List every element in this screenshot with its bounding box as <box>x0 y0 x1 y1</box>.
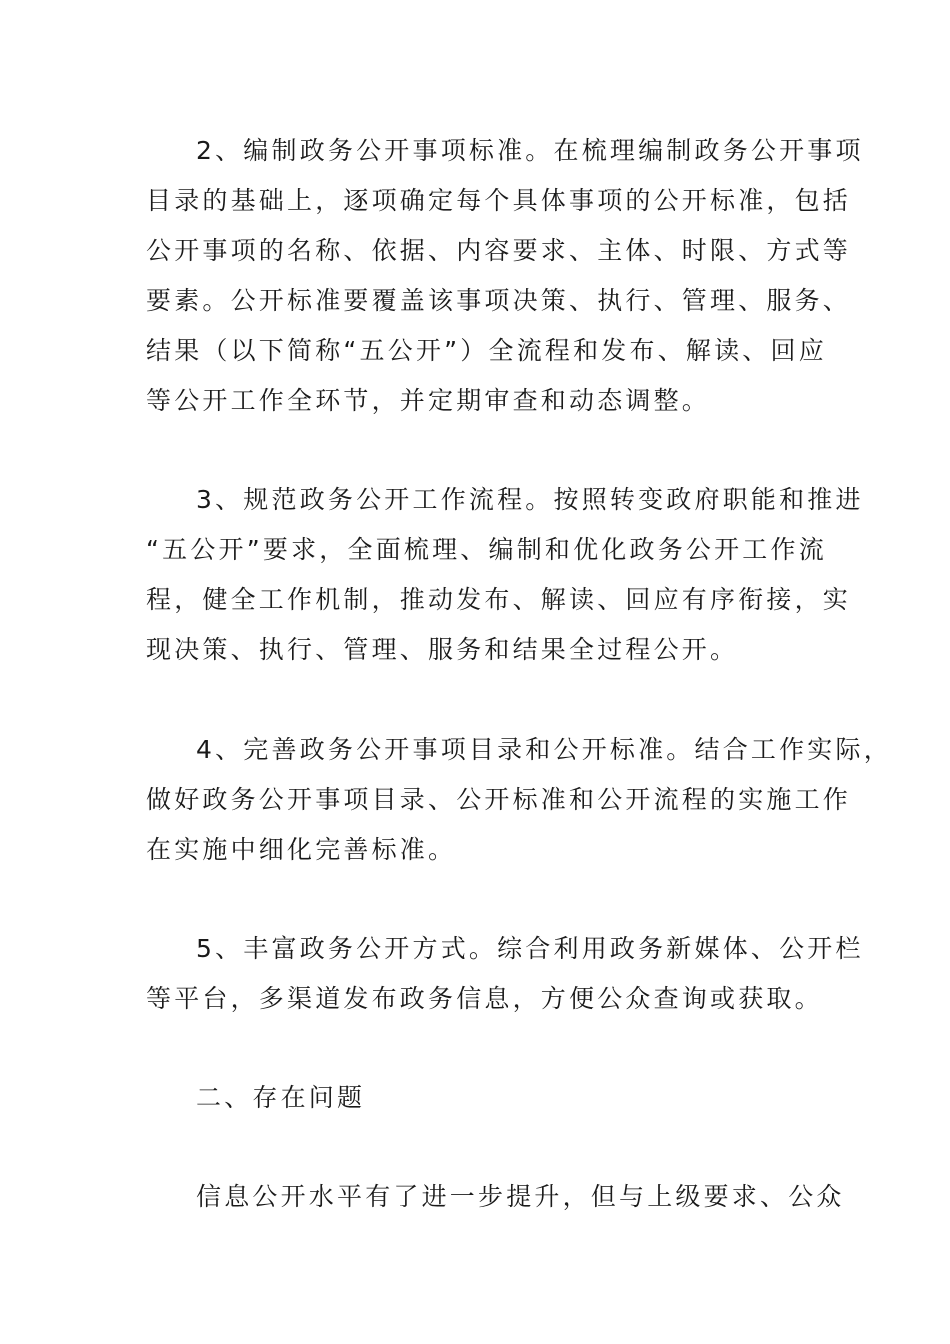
info-paragraph-line-1: 信息公开水平有了进一步提升，但与上级要求、公众 <box>196 1182 845 1211</box>
item-2-line-5: 结果（以下简称“五公开”）全流程和发布、解读、回应 <box>146 336 827 365</box>
section-heading: 二、存在问题 <box>196 1083 366 1112</box>
item-4-line-3: 在实施中细化完善标准。 <box>146 835 457 864</box>
item-2-line-3: 公开事项的名称、依据、内容要求、主体、时限、方式等 <box>146 236 852 265</box>
item-4-line-1: 4、完善政务公开事项目录和公开标准。结合工作实际， <box>196 735 892 764</box>
item-3-line-1: 3、规范政务公开工作流程。按照转变政府职能和推进 <box>196 485 864 514</box>
item-4-line-2: 做好政务公开事项目录、公开标准和公开流程的实施工作 <box>146 785 852 814</box>
item-5-line-1: 5、丰富政务公开方式。综合利用政务新媒体、公开栏 <box>196 934 864 963</box>
item-3-line-4: 现决策、执行、管理、服务和结果全过程公开。 <box>146 635 739 664</box>
item-2-line-1: 2、编制政务公开事项标准。在梳理编制政务公开事项 <box>196 136 864 165</box>
item-3-line-3: 程，健全工作机制，推动发布、解读、回应有序衔接，实 <box>146 585 852 614</box>
item-2-line-6: 等公开工作全环节，并定期审查和动态调整。 <box>146 386 711 415</box>
item-2-line-4: 要素。公开标准要覆盖该事项决策、执行、管理、服务、 <box>146 286 852 315</box>
item-2-line-2: 目录的基础上，逐项确定每个具体事项的公开标准，包括 <box>146 186 852 215</box>
item-3-line-2: “五公开”要求，全面梳理、编制和优化政务公开工作流 <box>146 535 827 564</box>
item-5-line-2: 等平台，多渠道发布政务信息，方便公众查询或获取。 <box>146 984 823 1013</box>
